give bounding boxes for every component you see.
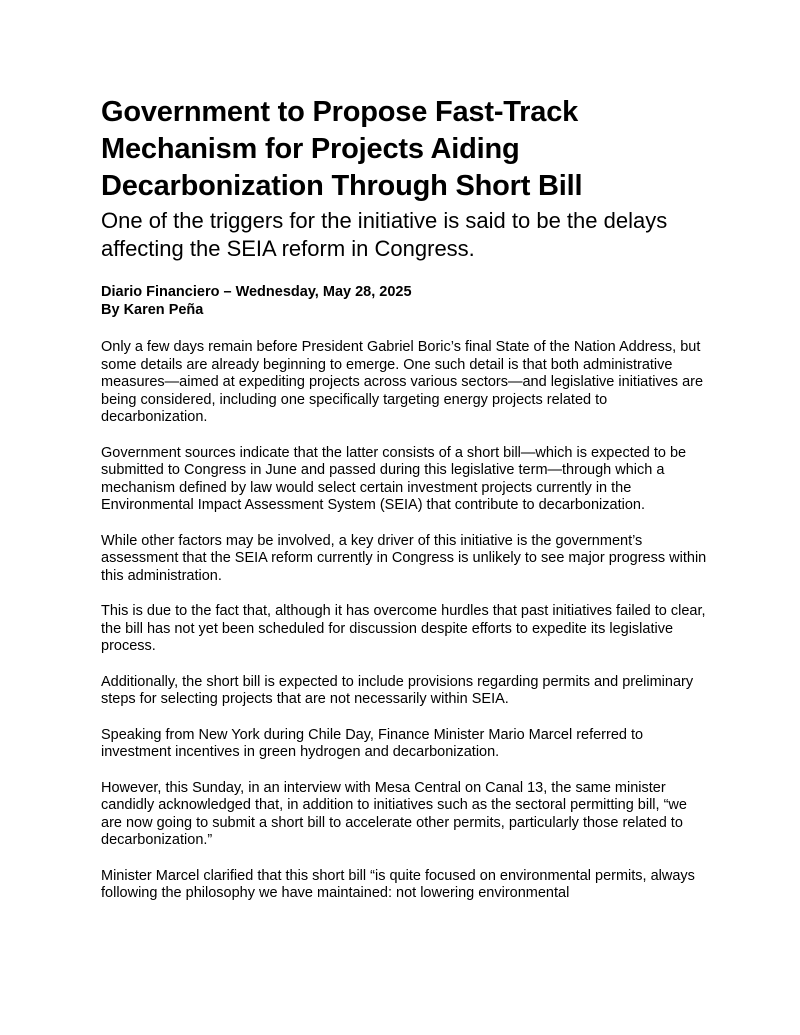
- author-line: By Karen Peña: [101, 302, 204, 318]
- paragraph: Only a few days remain before President Gabriel Boric’s final State of the Nation Address, but some details are already beginning to emerge. One such detail is that both administrative measures—aimed at expediting projects across various sectors—and legislative initiatives are being considered, including one specifically targeting energy projects related to decarbonization.: [101, 339, 704, 425]
- paragraph: While other factors may be involved, a key driver of this initiative is the government’s assessment that the SEIA reform currently in Congress is unlikely to see major progress within this administration.: [101, 532, 707, 584]
- subheadline: One of the triggers for the initiative is said to be the delays affecting the SEIA reform in Congress.: [101, 208, 668, 261]
- source-line: Diario Financiero – Wednesday, May 28, 2025: [101, 284, 412, 300]
- paragraph: This is due to the fact that, although it has overcome hurdles that past initiatives failed to clear, the bill has not yet been scheduled for discussion despite efforts to expedite its legislative process.: [101, 603, 706, 654]
- paragraph: Minister Marcel clarified that this short bill “is quite focused on environmental permits, always following the philosophy we have maintained: not lowering environmental: [101, 867, 695, 901]
- paragraph: However, this Sunday, in an interview with Mesa Central on Canal 13, the same minister candidly acknowledged that, in addition to initiatives such as the sectoral permitting bill, “we are now going to submit a short bill to accelerate other permits, particularly those related to decarbonization.”: [101, 779, 687, 848]
- paragraph: Additionally, the short bill is expected to include provisions regarding permits and preliminary steps for selecting projects that are not necessarily within SEIA.: [101, 673, 694, 707]
- headline: Government to Propose Fast-Track Mechanism for Projects Aiding Decarbonization Through Short Bill: [101, 96, 583, 202]
- byline: [101, 283, 710, 319]
- paragraph: Government sources indicate that the latter consists of a short bill—which is expected to be submitted to Congress in June and passed during this legislative term—through which a mechanism defined by law would select certain investment projects currently in the Environmental Impact Assessment System (SEIA) that contribute to decarbonization.: [101, 444, 687, 513]
- article-body: [101, 339, 710, 903]
- paragraph: Speaking from New York during Chile Day, Finance Minister Mario Marcel referred to investment incentives in green hydrogen and decarbonization.: [101, 726, 644, 760]
